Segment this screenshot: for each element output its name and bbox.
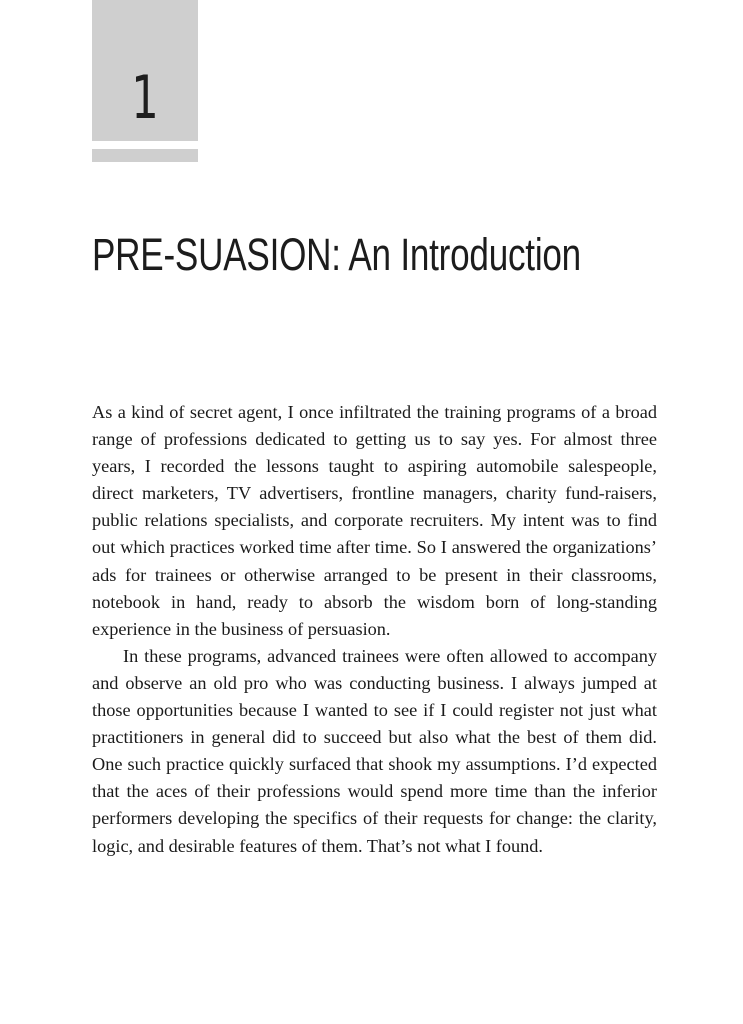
chapter-number: 1 bbox=[131, 63, 159, 133]
paragraph: As a kind of secret agent, I once infiltrated the training programs of a broad range of professions dedicated to getting us to say yes. For almost three years, I recorded the lessons taught to aspiring automobile salespeople, direct marketers, TV advertisers, frontline managers, charity fund-raisers, public relations specialists, and corporate recruiters. My intent was to find out which practices worked time after time. So I answered the organizations’ ads for trainees or otherwise arranged to be present in their classrooms, notebook in hand, ready to absorb the wisdom born of long-standing experience in the business of persuasion. bbox=[92, 402, 657, 639]
chapter-number-box bbox=[92, 0, 198, 141]
body-text bbox=[92, 399, 657, 860]
chapter-title: PRE-SUASION: An Introduction bbox=[92, 229, 581, 280]
chapter-divider bbox=[92, 149, 198, 162]
paragraph: In these programs, advanced trainees were often allowed to accompany and observe an old pro who was conducting business. I always jumped at those opportunities because I wanted to see if I could register not just what practitioners in general did to succeed but also what the best of them did. One such practice quickly surfaced that shook my assumptions. I’d expected that the aces of their professions would spend more time than the inferior performers developing the specifics of their requests for change: the clarity, logic, and desirable features of them. That’s not what I found. bbox=[92, 645, 657, 856]
